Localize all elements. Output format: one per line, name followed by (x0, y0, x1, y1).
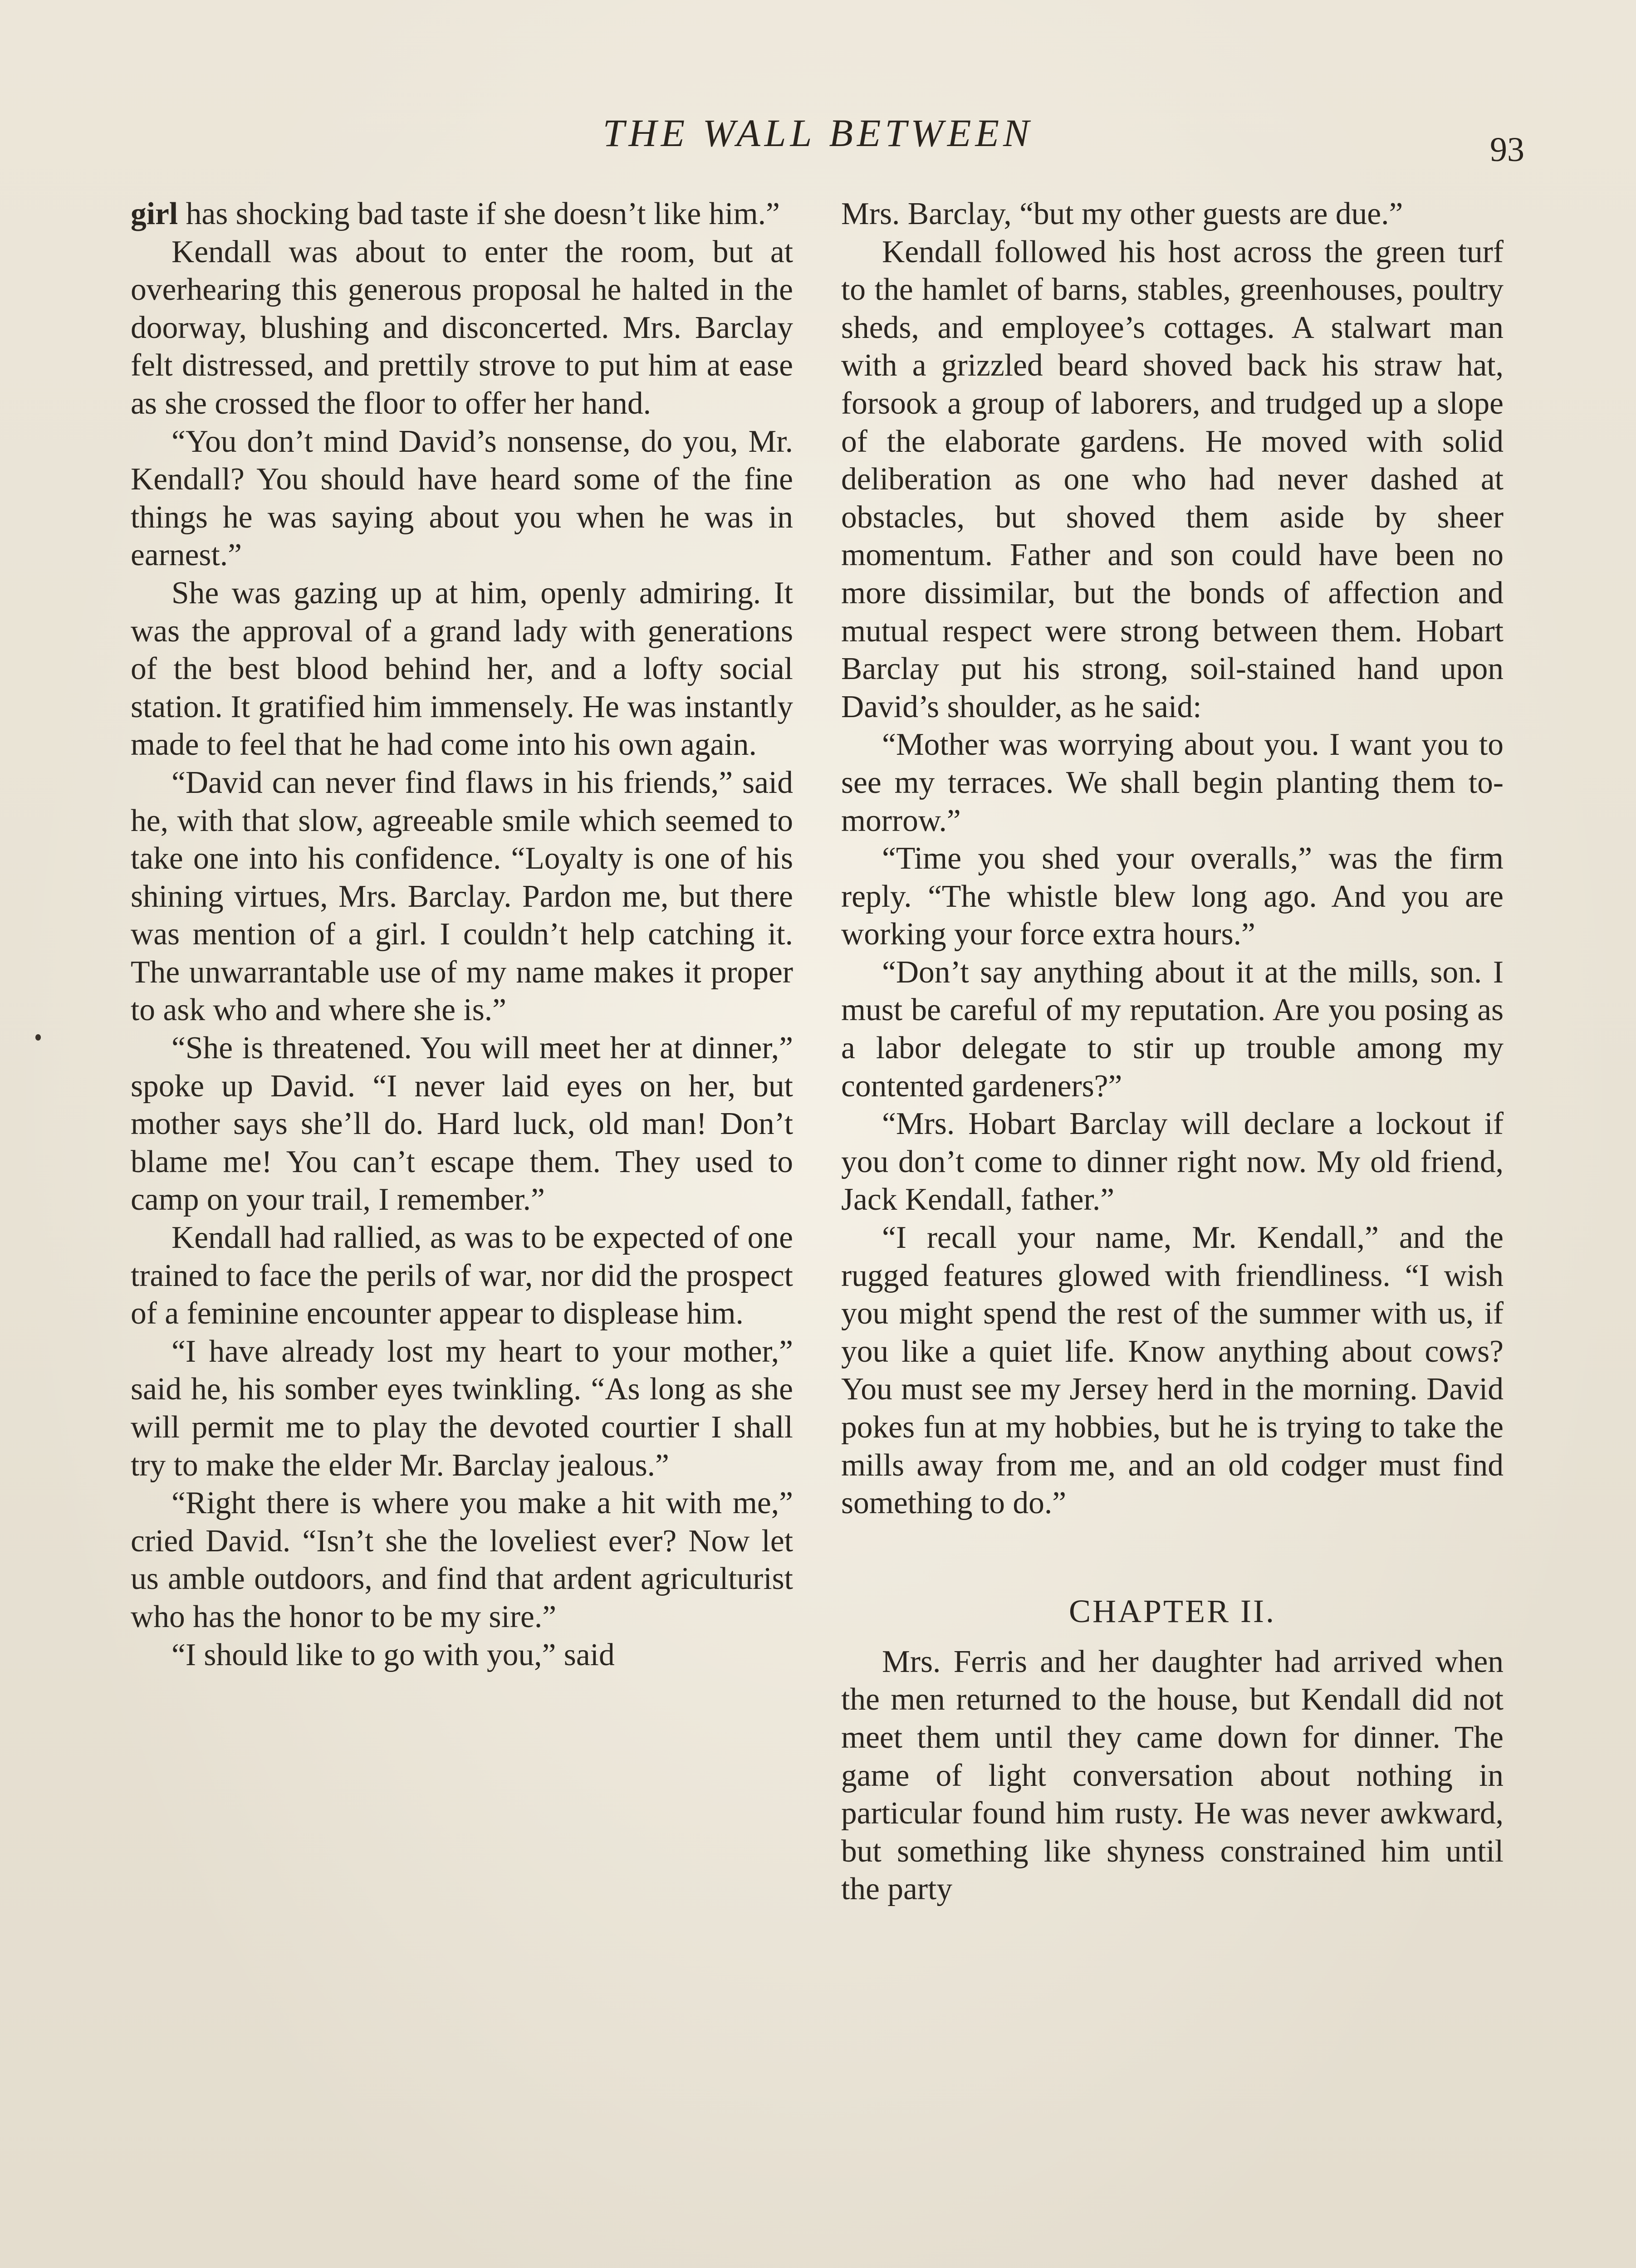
paragraph (131, 195, 793, 233)
paragraph: “I should like to go with you,” said (171, 1637, 615, 1672)
paragraph: She was gazing up at him, openly admiring. It was the approval of a grand lady with generations of the best blood behind her, and a lofty social station. It gratified him immensely. He was instantly made to feel that he had come into his own again. (131, 575, 793, 763)
paragraph: “Don’t say anything about it at the mills, son. I must be careful of my reputation. Are you posing as a labor delegate to stir up trouble among my contented gardeners?” (841, 954, 1504, 1104)
paragraph: Mrs. Barclay, “but my other guests are due.” (841, 196, 1403, 231)
paragraph: Kendall had rallied, as was to be expected of one trained to face the perils of war, nor did the prospect of a feminine encounter appear to displease him. (131, 1220, 793, 1331)
paragraph: “Mrs. Hobart Barclay will declare a lockout if you don’t come to dinner right now. My old friend, Jack Kendall, father.” (841, 1106, 1504, 1217)
running-title: THE WALL BETWEEN (602, 111, 1034, 155)
paragraph-lead-word: girl (131, 196, 178, 231)
paragraph: Kendall followed his host across the green turf to the hamlet of barns, stables, greenhouses, poultry sheds, and employee’s cottages. A stalwart man with a grizzled beard shoved back his straw hat, forsook a group of laborers, and trudged up a slope of the elaborate gardens. He moved with solid deliberation as one who had never dashed at obstacles, but shoved them aside by sheer momentum. Father and son could have been no more dissimilar, but the bonds of affection and mutual respect were strong between them. Hobart Barclay put his strong, soil-stained hand upon David’s shoulder, as he said: (841, 234, 1504, 724)
paragraph: “Time you shed your overalls,” was the firm reply. “The whistle blew long ago. And you are working your force extra hours.” (841, 841, 1504, 952)
paragraph: “You don’t mind David’s nonsense, do you, Mr. Kendall? You should have heard some of the fine things he was saying about you when he was in earnest.” (131, 424, 793, 573)
paragraph: “Right there is where you make a hit with me,” cried David. “Isn’t she the loveliest ever? Now let us amble outdoors, and find that ardent agriculturist who has the honor to be my sire.” (131, 1486, 793, 1634)
chapter-heading: CHAPTER II. (1069, 1593, 1276, 1629)
paragraph: Kendall was about to enter the room, but at overhearing this generous proposal he halted in the doorway, blushing and disconcerted. Mrs. Barclay felt distressed, and prettily strove to put him at ease as she crossed the floor to offer her hand. (131, 234, 793, 421)
paragraph: “She is threatened. You will meet her at dinner,” spoke up David. “I never laid eyes on her, but mother says she’ll do. Hard luck, old man! Don’t blame me! You can’t escape them. They used to camp on your trail, I remember.” (131, 1031, 793, 1217)
paragraph: “I recall your name, Mr. Kendall,” and the rugged features glowed with friendliness. “I wish you might spend the rest of the summer with us, if you like a quiet life. Know anything about cows? You must see my Jersey herd in the morning. David pokes fun at my hobbies, but he is trying to take the mills away from me, and an old codger must find something to do.” (841, 1220, 1504, 1521)
page-number: 93 (1490, 131, 1524, 169)
paragraph: “I have already lost my heart to your mother,” said he, his somber eyes twinkling. “As long as she will permit me to play the devoted courtier I shall try to make the elder Mr. Barclay jealous.” (131, 1334, 793, 1483)
paragraph: “David can never find flaws in his friends,” said he, with that slow, agreeable smile which seemed to take one into his confidence. “Loyalty is one of his shining virtues, Mrs. Barclay. Pardon me, but there was mention of a girl. I couldn’t help catching it. The unwarrantable use of my name makes it proper to ask who and where she is.” (131, 765, 793, 1028)
print-speck (35, 1034, 41, 1041)
paragraph-text: has shocking bad taste if she doesn’t like him.” (178, 196, 780, 231)
left-column (131, 195, 793, 1674)
paragraph: “Mother was worrying about you. I want you to see my terraces. We shall begin planting them to-morrow.” (841, 727, 1504, 838)
paragraph: Mrs. Ferris and her daughter had arrived when the men returned to the house, but Kendall did not meet them until they came down for dinner. The game of light conversation about nothing in particular found him rusty. He was never awkward, but something like shyness constrained him until the party (841, 1644, 1504, 1907)
right-column (841, 195, 1504, 1908)
